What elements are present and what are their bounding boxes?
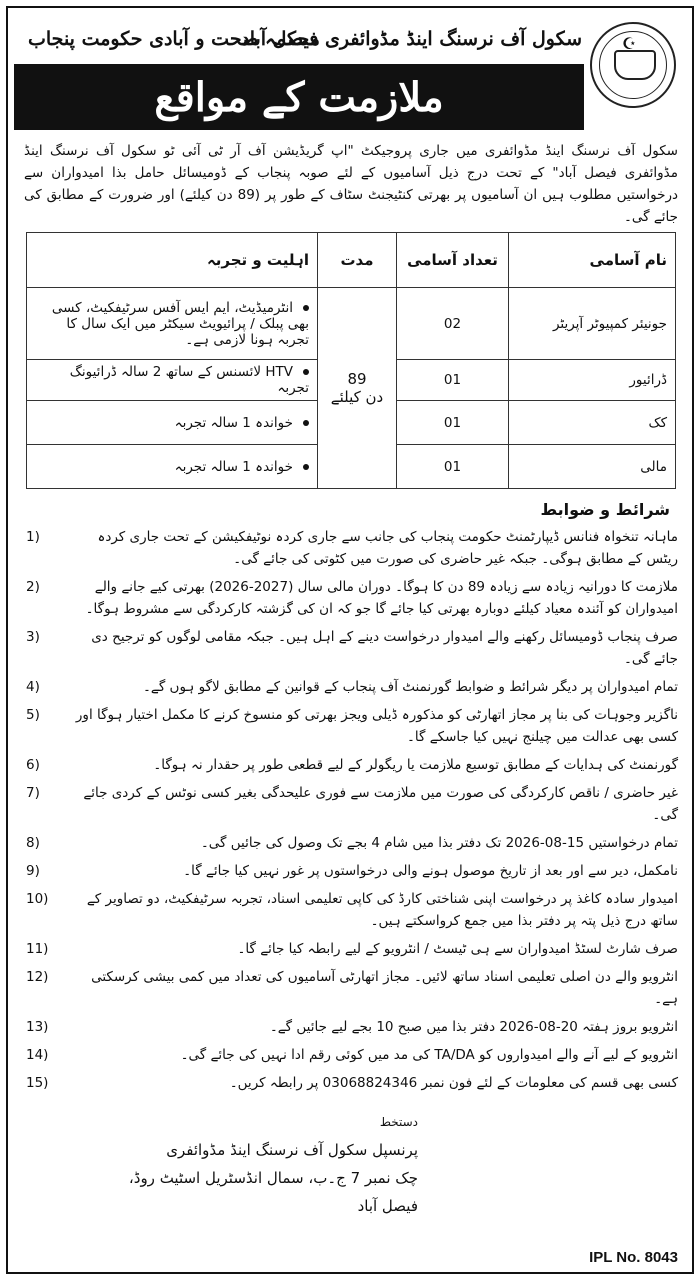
list-item — [22, 704, 678, 748]
qualification-text: خواندہ 1 سالہ تجربہ — [174, 458, 293, 475]
list-item — [22, 782, 678, 826]
signature-block — [118, 1108, 418, 1220]
list-item — [22, 1016, 678, 1038]
header — [8, 8, 692, 70]
header-count: تعداد آسامی — [397, 233, 509, 288]
term-number: 2) — [26, 579, 40, 595]
post-name: مالی — [509, 445, 676, 489]
list-item — [22, 754, 678, 776]
post-name: ڈرائیور — [509, 360, 676, 401]
qualification-text: HTV لائسنس کے ساتھ 2 سالہ ڈرائیونگ تجربہ — [69, 364, 309, 396]
duration-value: 89 — [347, 370, 367, 388]
list-item — [22, 626, 678, 670]
post-count: 01 — [397, 401, 509, 445]
term-text: ملازمت کا دورانیہ زیادہ سے زیادہ 89 دن کا ہوگا۔ دوران مالی سال (2027-2026) بھرتی کیے جانے والے امیدواران کو آئندہ معیاد کیلئے دوبارہ بھرتی کیا جائے گا جو کہ ان کی گزشتہ کارکردگی سے مشروط ہوگا۔ — [85, 579, 678, 617]
term-number: 11) — [26, 941, 49, 957]
list-item — [22, 1044, 678, 1066]
term-text: کسی بھی قسم کی معلومات کے لئے فون نمبر 03068824346 پر رابطہ کریں۔ — [229, 1075, 678, 1091]
list-item — [22, 526, 678, 570]
terms-list — [22, 526, 678, 1100]
term-number: 3) — [26, 629, 40, 645]
terms-heading: شرائط و ضوابط — [540, 500, 670, 519]
bullet-icon — [303, 305, 309, 311]
header-post: نام آسامی — [509, 233, 676, 288]
term-number: 7) — [26, 785, 40, 801]
term-text: صرف پنجاب ڈومیسائل رکھنے والے امیدوار درخواست دینے کے اہل ہیں۔ جبکہ مقامی لوگوں کو ترجیح دی جائے گی۔ — [91, 629, 678, 667]
term-text: غیر حاضری / ناقص کارکردگی کی صورت میں ملازمت سے فوری علیحدگی بغیر کسی نوٹس کے کردی جائے گی۔ — [83, 785, 678, 823]
duration-unit: دن کیلئے — [330, 388, 384, 406]
term-text: تمام درخواستیں 15-08-2026 تک دفتر بذا میں شام 4 بجے تک وصول کی جائیں گی۔ — [200, 835, 678, 851]
post-count: 02 — [397, 288, 509, 360]
term-number: 15) — [26, 1075, 49, 1091]
term-number: 6) — [26, 757, 40, 773]
term-text: انٹرویو کے لیے آنے والے امیدواروں کو TA/DA کی مد میں کوئی رقم ادا نہیں کی جائے گی۔ — [180, 1047, 678, 1063]
ipl-number: IPL No. 8043 — [589, 1249, 678, 1266]
qualification-cell — [27, 401, 318, 445]
qualification-text: انٹرمیڈیٹ، ایم ایس آفس سرٹیفکیٹ، کسی بھی پبلک / پرائیویٹ سیکٹر میں ایک سال کا تجربہ ہونا لازمی ہے۔ — [51, 299, 309, 348]
term-text: گورنمنٹ کی ہدایات کے مطابق توسیع ملازمت یا ریگولر کے لیے قطعی طور پر حقدار نہ ہوگا۔ — [153, 757, 678, 773]
post-name: جونیئر کمپیوٹر آپریٹر — [509, 288, 676, 360]
term-text: امیدوار سادہ کاغذ پر درخواست اپنی شناختی کارڈ کی کاپی تعلیمی اسناد، تجربہ سرٹیفکیٹ، دو تصاویر کے ساتھ درج ذیل پتہ پر دفتر بذا میں جمع کرواسکتے ہیں۔ — [86, 891, 678, 929]
term-text: انٹرویو والے دن اصلی تعلیمی اسناد ساتھ لائیں۔ مجاز اتھارٹی آسامیوں کی تعداد میں کمی بیشی کرسکتی ہے۔ — [91, 969, 678, 1007]
bullet-icon — [303, 369, 309, 375]
bullet-icon — [303, 464, 309, 470]
seal-emblem-icon — [599, 31, 667, 99]
page-title: ملازمت کے مواقع — [14, 64, 584, 130]
qualification-cell — [27, 445, 318, 489]
term-number: 4) — [26, 679, 40, 695]
vacancies-table — [26, 232, 676, 489]
bullet-icon — [303, 420, 309, 426]
list-item — [22, 860, 678, 882]
department-name: محکمہ صحت و آبادی حکومت پنجاب — [28, 28, 320, 50]
post-name: کک — [509, 401, 676, 445]
post-count: 01 — [397, 445, 509, 489]
list-item — [22, 938, 678, 960]
term-text: تمام امیدواران پر دیگر شرائط و ضوابط گورنمنٹ آف پنجاب کے قوانین کے مطابق لاگو ہوں گے۔ — [143, 679, 678, 695]
signatory-title: پرنسپل سکول آف نرسنگ اینڈ مڈوائفری — [166, 1141, 418, 1159]
term-text: نامکمل، دیر سے اور بعد از تاریخ موصول ہونے والی درخواستوں پر غور نہیں کیا جائے گا۔ — [183, 863, 678, 879]
term-text: ناگزیر وجوہات کی بنا پر مجاز اتھارٹی کو مذکورہ ڈیلی ویجز بھرتی کو منسوخ کرنے کا مکمل اختیار ہوگا اور کسی بھی عدالت میں چیلنج نہیں کیا جاسکے گا۔ — [75, 707, 678, 745]
school-name: سکول آف نرسنگ اینڈ مڈوائفری فیصل آباد — [241, 28, 582, 50]
term-text: انٹرویو بروز ہفتہ 20-08-2026 دفتر بذا میں صبح 10 بجے لیے جائیں گے۔ — [269, 1019, 678, 1035]
header-duration: مدت — [318, 233, 397, 288]
list-item — [22, 888, 678, 932]
advertisement-page — [6, 6, 694, 1274]
term-text: ماہانہ تنخواہ فنانس ڈیپارٹمنٹ حکومت پنجاب کی جانب سے جاری کردہ نوٹیفکیشن کے تحت جاری کردہ ریٹس کے مطابق ہوگی۔ جبکہ غیر حاضری کی صورت میں کٹوتی کی جائے گی۔ — [97, 529, 678, 567]
term-number: 9) — [26, 863, 40, 879]
list-item — [22, 576, 678, 620]
term-number: 1) — [26, 529, 40, 545]
signature-mark: دستخط — [379, 1115, 418, 1129]
qualification-cell — [27, 360, 318, 401]
list-item — [22, 966, 678, 1010]
table-header-row — [27, 233, 676, 288]
post-count: 01 — [397, 360, 509, 401]
list-item — [22, 1072, 678, 1094]
term-number: 5) — [26, 707, 40, 723]
term-number: 13) — [26, 1019, 49, 1035]
header-qualification: اہلیت و تجربہ — [27, 233, 318, 288]
punjab-government-logo — [590, 22, 676, 108]
intro-paragraph: سکول آف نرسنگ اینڈ مڈوائفری میں جاری پروجیکٹ "اپ گریڈیشن آف آر ٹی آئی ٹو سکول آف نرسنگ اینڈ مڈوائفری فیصل آباد" کے تحت درج ذیل آسامیوں کے لئے صوبہ پنجاب کے ڈومیسائل حامل بذا امیدواران سے درخواستیں مطلوب ہیں ان آسامیوں پر بھرتی کنٹیجنٹ سٹاف کے طور پر (89 دن کیلئے) اور ضرورت کے مطابق کی جائے گی۔ — [24, 143, 678, 225]
term-number: 14) — [26, 1047, 49, 1063]
table-row — [27, 288, 676, 360]
term-text: صرف شارٹ لسٹڈ امیدواران سے ہی ٹیسٹ / انٹرویو کے لیے رابطہ کیا جائے گا۔ — [237, 941, 678, 957]
list-item — [22, 832, 678, 854]
duration-cell — [318, 288, 397, 489]
qualification-cell — [27, 288, 318, 360]
list-item — [22, 676, 678, 698]
signatory-address: چک نمبر 7 ج۔ب، سمال انڈسٹریل اسٹیٹ روڈ، فیصل آباد — [128, 1169, 418, 1215]
qualification-text: خواندہ 1 سالہ تجربہ — [174, 414, 293, 431]
term-number: 10) — [26, 891, 49, 907]
term-number: 12) — [26, 969, 49, 985]
term-number: 8) — [26, 835, 40, 851]
